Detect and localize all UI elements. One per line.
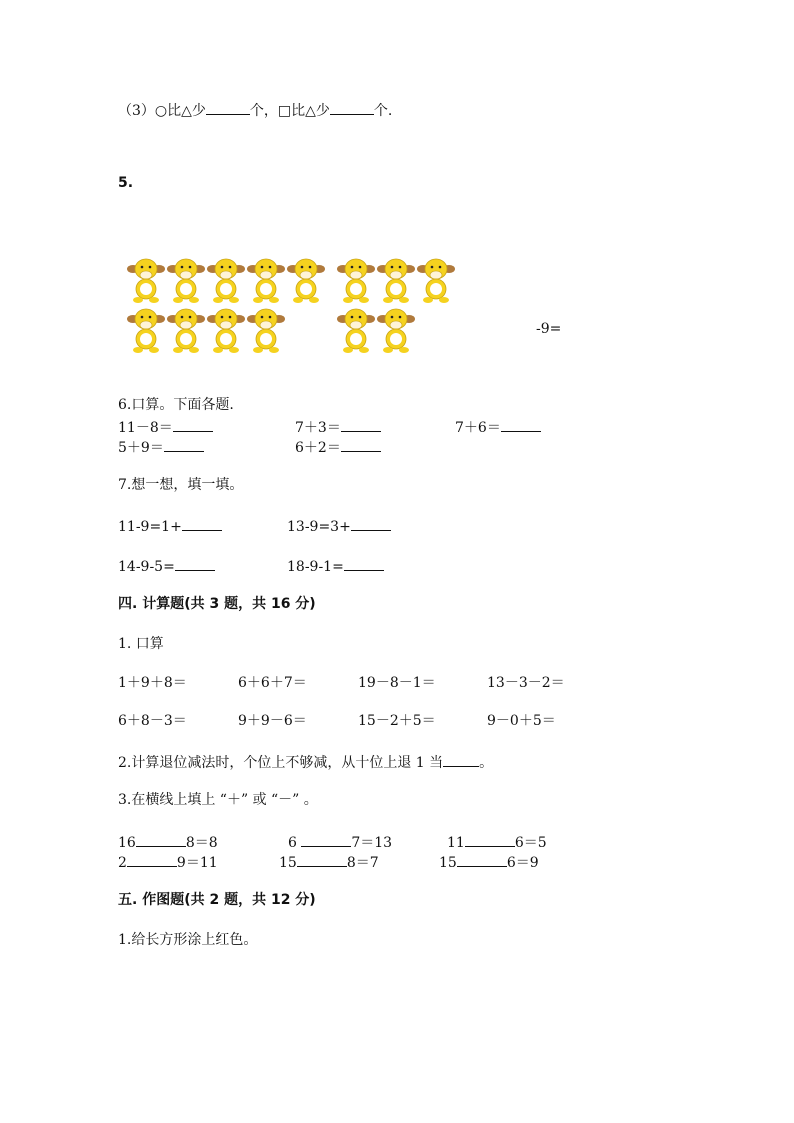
q3-suffix: 个. [373,103,393,119]
answer-blank[interactable] [501,417,541,432]
q6-item: 5＋9＝ [118,437,204,457]
answer-blank[interactable] [330,100,374,115]
answer-blank[interactable] [175,556,215,571]
s4-p3-item: 2 9＝11 [118,852,218,872]
q6-item: 6＋2＝ [295,437,381,457]
dog-row-bottom [126,306,416,354]
s4-p3-item: 15 8＝7 [279,852,379,872]
dog-icon [376,306,416,354]
dog-icon [166,306,206,354]
answer-blank[interactable] [341,417,381,432]
answer-blank[interactable] [457,852,507,867]
q7-title: 7.想一想，填一填。 [118,477,244,493]
answer-blank[interactable] [127,852,177,867]
answer-blank[interactable] [136,832,186,847]
s4-p1-item: 9－0＋5＝ [487,713,556,729]
s5-p1: 1.给长方形涂上红色。 [118,932,258,948]
dog-icon [286,256,326,304]
s4-p3-item: 16 8＝8 [118,832,218,852]
s4-p1-item: 13－3－2＝ [487,675,565,691]
answer-blank[interactable] [465,832,515,847]
s4-p2: 2.计算退位减法时，个位上不够减，从十位上退 1 当 。 [118,752,493,772]
dog-icon [416,256,456,304]
answer-blank[interactable] [443,752,479,767]
answer-blank[interactable] [341,437,381,452]
answer-blank[interactable] [182,516,222,531]
s4-p1-item: 15－2＋5＝ [358,713,436,729]
s4-p1-item: 6＋6＋7＝ [238,675,307,691]
section4-heading: 四. 计算题(共 3 题，共 16 分) [118,596,316,612]
dog-icon [126,306,166,354]
answer-blank[interactable] [206,100,250,115]
dog-icon [246,306,286,354]
s4-p1-title: 1. 口算 [118,636,164,652]
dog-icon [336,256,376,304]
s4-p3-item: 11 6＝5 [447,832,547,852]
q7-item: 18-9-1= [287,556,384,576]
q3-middle: 个，□比△少 [249,103,330,119]
dog-icon [376,256,416,304]
answer-blank[interactable] [297,852,347,867]
answer-blank[interactable] [173,417,213,432]
s4-p1-item: 9＋9－6＝ [238,713,307,729]
q5-number: 5. [118,175,134,191]
q6-title: 6.口算。下面各题. [118,397,234,413]
dog-icon [336,306,376,354]
q7-item: 14-9-5= [118,556,215,576]
dog-icon [206,256,246,304]
section5-heading: 五. 作图题(共 2 题，共 12 分) [118,892,316,908]
s4-p1-item: 1＋9＋8＝ [118,675,187,691]
q7-item: 13-9=3+ [287,516,391,536]
q3-prefix: （3）○比△少 [118,103,206,119]
q5-expression: -9= [536,321,562,337]
answer-blank[interactable] [344,556,384,571]
s4-p3-item: 6 7＝13 [288,832,392,852]
q6-item: 7＋6＝ [455,417,541,437]
dog-picture [126,256,456,356]
dog-icon [246,256,286,304]
dog-icon [166,256,206,304]
dog-icon [126,256,166,304]
q6-item: 7＋3＝ [295,417,381,437]
s4-p1-item: 6＋8－3＝ [118,713,187,729]
q3-line [118,100,392,120]
dog-icon [206,306,246,354]
q7-item: 11-9=1+ [118,516,222,536]
dog-row-top [126,256,456,304]
s4-p1-item: 19－8－1＝ [358,675,436,691]
q6-item: 11－8＝ [118,417,213,437]
answer-blank[interactable] [301,832,351,847]
s4-p3-title: 3.在横线上填上 “＋” 或 “－” 。 [118,792,318,808]
answer-blank[interactable] [164,437,204,452]
answer-blank[interactable] [351,516,391,531]
s4-p3-item: 15 6＝9 [439,852,539,872]
